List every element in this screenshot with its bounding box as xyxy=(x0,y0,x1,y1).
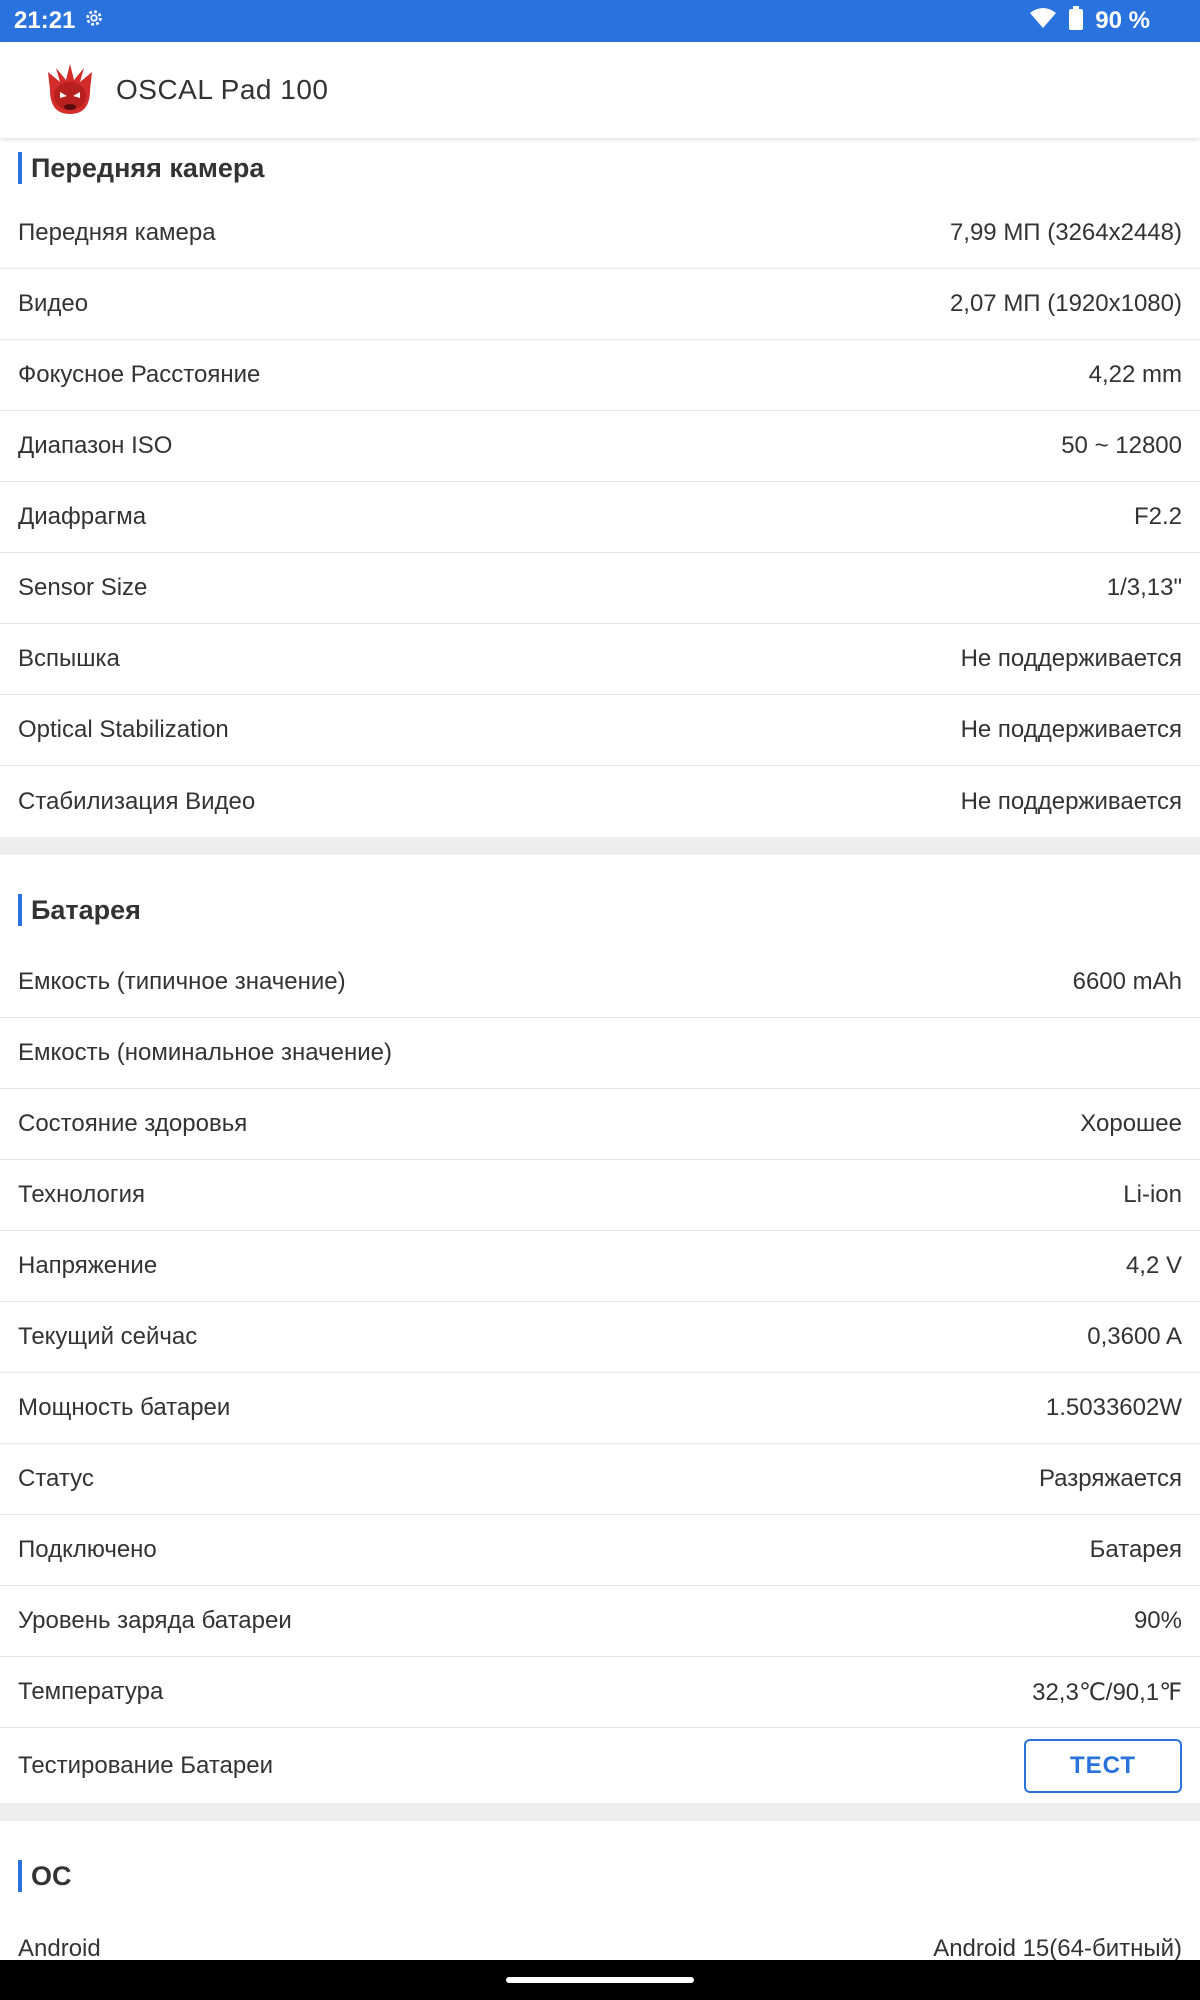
row-value: Разряжается xyxy=(1038,1465,1182,1492)
row-value: Android 15(64-битный) xyxy=(933,1934,1182,1960)
list-item xyxy=(0,766,1200,837)
list-item xyxy=(0,553,1200,624)
row-label: Статус xyxy=(18,1465,94,1492)
section-header xyxy=(0,1821,1200,1913)
row-value: 1/3,13" xyxy=(1106,574,1182,601)
list-item xyxy=(0,1018,1200,1089)
row-label: Емкость (номинальное значение) xyxy=(18,1039,392,1066)
row-value: 90% xyxy=(1133,1607,1182,1634)
row-value: 7,99 МП (3264x2448) xyxy=(949,219,1182,246)
row-label: Диапазон ISO xyxy=(18,432,173,459)
list-item xyxy=(0,482,1200,553)
row-label: Емкость (типичное значение) xyxy=(18,968,346,995)
row-value: 6600 mAh xyxy=(1072,968,1182,995)
row-value: Хорошее xyxy=(1080,1110,1182,1137)
home-gesture-handle[interactable] xyxy=(506,1977,694,1983)
row-label: Диафрагма xyxy=(18,503,147,530)
row-value: 0,3600 A xyxy=(1087,1323,1182,1350)
antutu-logo-icon xyxy=(42,62,98,118)
list-item xyxy=(0,269,1200,340)
list-item xyxy=(0,1913,1200,1960)
row-value: Батарея xyxy=(1089,1536,1182,1563)
row-label: Android xyxy=(18,1934,101,1960)
row-value: Li-ion xyxy=(1123,1181,1182,1208)
gear-icon xyxy=(83,7,105,36)
content-scroll[interactable] xyxy=(0,138,1200,1960)
row-label: Тестирование Батареи xyxy=(18,1751,273,1779)
row-value: Не поддерживается xyxy=(960,716,1182,743)
list-item xyxy=(0,1657,1200,1728)
row-label: Состояние здоровья xyxy=(18,1110,248,1137)
section-accent-bar xyxy=(18,152,22,184)
status-bar xyxy=(0,0,1200,42)
list-item xyxy=(0,1302,1200,1373)
row-value: 2,07 МП (1920x1080) xyxy=(949,290,1182,317)
list-item xyxy=(0,1160,1200,1231)
row-label: Мощность батареи xyxy=(18,1394,231,1421)
status-time: 21:21 xyxy=(14,7,76,34)
battery-icon xyxy=(1069,6,1083,37)
battery-section xyxy=(0,855,1200,1803)
os-section xyxy=(0,1821,1200,1960)
row-label: Температура xyxy=(18,1678,164,1705)
list-item xyxy=(0,1586,1200,1657)
row-label: Текущий сейчас xyxy=(18,1323,198,1350)
list-item xyxy=(0,947,1200,1018)
row-label: Видео xyxy=(18,290,89,317)
row-value: 4,22 mm xyxy=(1088,361,1182,388)
list-item xyxy=(0,1444,1200,1515)
list-item xyxy=(0,1373,1200,1444)
list-item xyxy=(0,340,1200,411)
battery-test-row xyxy=(0,1728,1200,1803)
section-accent-bar xyxy=(18,894,22,926)
battery-test-button[interactable]: ТЕСТ xyxy=(1024,1739,1182,1793)
row-label: Уровень заряда батареи xyxy=(18,1607,292,1634)
section-header xyxy=(0,855,1200,947)
row-label: Подключено xyxy=(18,1536,157,1563)
row-label: Передняя камера xyxy=(18,219,216,246)
front-camera-section xyxy=(0,138,1200,837)
row-label: Sensor Size xyxy=(18,574,148,601)
list-item xyxy=(0,411,1200,482)
list-item xyxy=(0,695,1200,766)
row-label: Вспышка xyxy=(18,645,120,672)
battery-percent: 90 % xyxy=(1095,7,1150,34)
list-item xyxy=(0,1089,1200,1160)
section-title: Передняя камера xyxy=(31,152,265,183)
row-value: 1.5033602W xyxy=(1045,1394,1182,1421)
app-bar xyxy=(0,42,1200,138)
navigation-bar xyxy=(0,1960,1200,2000)
row-label: Фокусное Расстояние xyxy=(18,361,261,388)
row-value: 4,2 V xyxy=(1125,1252,1182,1279)
section-divider xyxy=(0,837,1200,855)
section-accent-bar xyxy=(18,1860,22,1892)
list-item xyxy=(0,1231,1200,1302)
row-value: Не поддерживается xyxy=(960,645,1182,672)
section-header xyxy=(0,138,1200,198)
row-value: Не поддерживается xyxy=(960,787,1182,815)
row-value: F2.2 xyxy=(1133,503,1182,530)
wifi-icon xyxy=(1029,7,1057,36)
section-divider xyxy=(0,1803,1200,1821)
list-item xyxy=(0,624,1200,695)
row-label: Optical Stabilization xyxy=(18,716,229,743)
section-title: Батарея xyxy=(31,894,141,925)
row-label: Стабилизация Видео xyxy=(18,787,256,815)
row-value: 50 ~ 12800 xyxy=(1061,432,1182,459)
app-title: OSCAL Pad 100 xyxy=(116,74,329,105)
row-label: Напряжение xyxy=(18,1252,158,1279)
list-item xyxy=(0,1515,1200,1586)
row-label: Технология xyxy=(18,1181,145,1208)
list-item xyxy=(0,198,1200,269)
row-value: 32,3℃/90,1℉ xyxy=(1032,1678,1182,1706)
section-title: ОС xyxy=(31,1860,72,1891)
